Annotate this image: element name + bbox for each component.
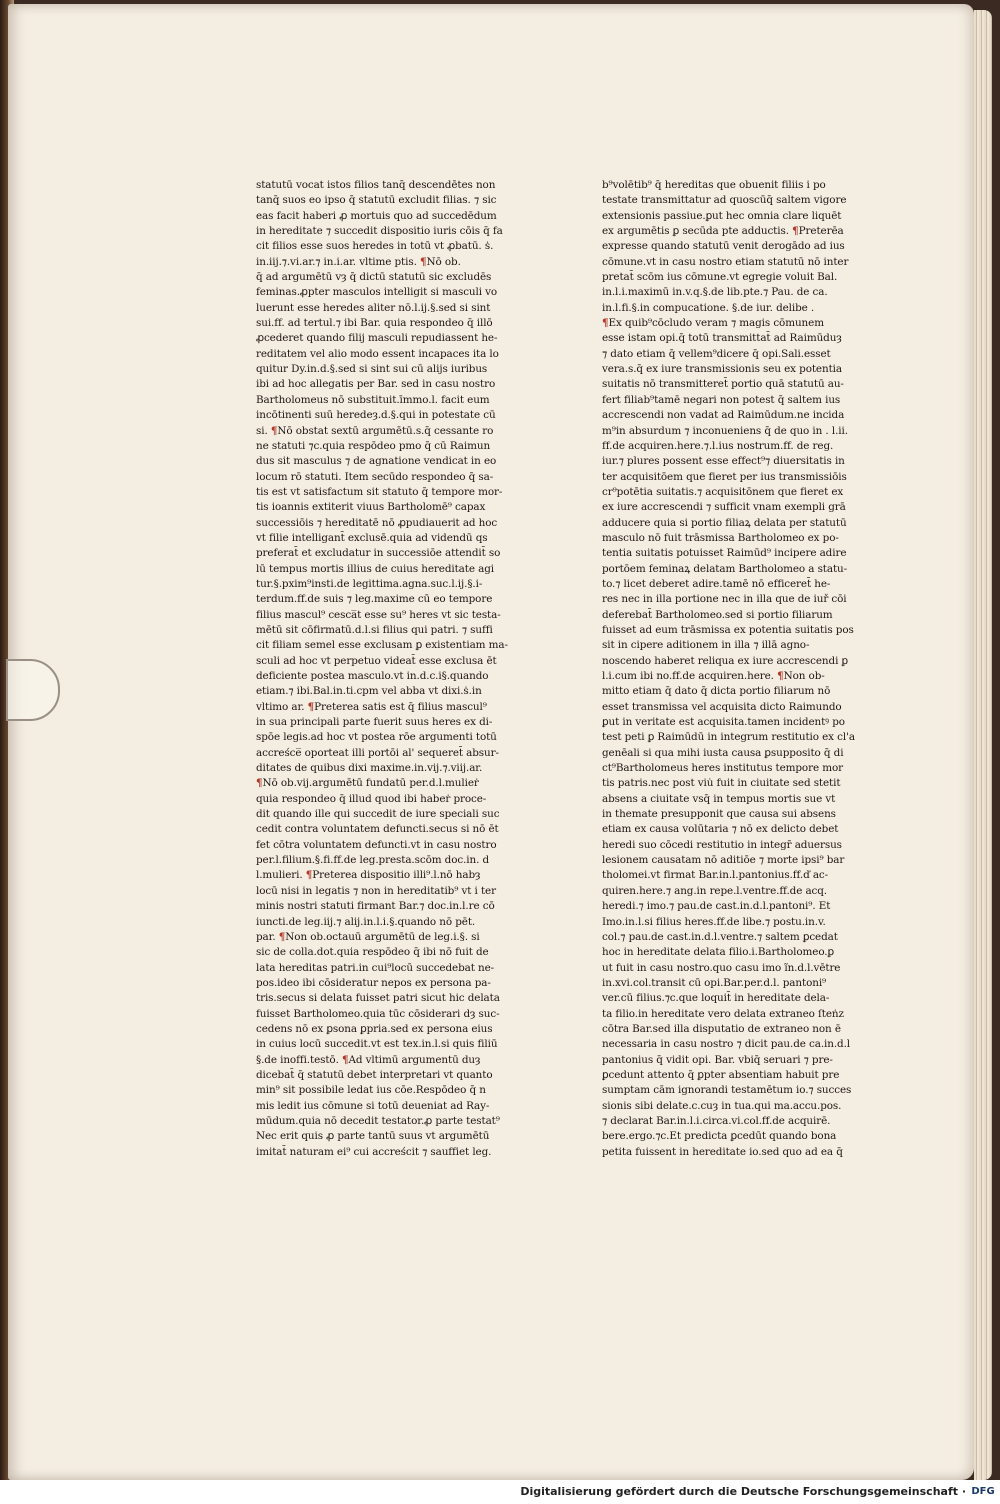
text-line: heredi.⁊ imo.⁊ pau.de cast.in.d.l.pantoni⁹. Et <box>602 900 831 913</box>
text-line: deficiente postea masculo.vt in.d.c.i§.quando <box>256 670 489 682</box>
text-line: terdum.ff.de suis ⁊ leg.maxime cū eo tempore <box>256 593 493 606</box>
text-line: dit quando ille qui succedit de iure speciali suc <box>256 808 500 821</box>
text-line: ta filio.in hereditate vero delata extraneo ſteṅz <box>602 1007 844 1020</box>
text-line: cedit contra voluntatem defuncti.secus si nō ēt <box>256 823 499 836</box>
text-line: preferat̄ et excludatur in successiōe attendit̄ so <box>256 547 501 560</box>
text-line: tris.secus si delata fuisset patri sicut hic delata <box>256 992 500 1005</box>
text-line: esse istam opi.q̄ totū transmittat̄ ad Raimūduȝ <box>602 332 842 345</box>
text-line: bere.ergo.⁊c.Et predicta ꝑcedūt quando bona <box>602 1130 837 1143</box>
text-line: l.i.cum ibi no.ff.de acquiren.here. ¶Non ob- <box>602 670 825 682</box>
text-line: quia respondeo q̄ illud quod ibi habeṙ proce- <box>256 792 487 805</box>
text-line: §.de inoffi.testō. ¶Ad vltimū argumentū duȝ <box>256 1053 481 1066</box>
text-line: tis ioannis extiterit viuus Bartholomē⁹ capax <box>256 501 486 514</box>
text-line: ver.cū filius.⁊c.que loquit̄ in hereditate dela- <box>602 992 830 1005</box>
text-line: in cuius locū succedit.vt est tex.in.l.si quis filiū <box>256 1038 498 1051</box>
text-line: tur.§.pxim⁹insti.de legittima.agna.suc.l.ij.§.i- <box>256 577 483 590</box>
text-line: cit filiam semel esse exclusam ꝑ existentiam ma- <box>256 639 508 652</box>
text-line: in.l.fi.§.in compucatione. §.de iur. delibe . <box>602 301 815 314</box>
text-line: ex argumētis ꝑ secūda pte adductis. ¶Preterēa <box>602 225 844 238</box>
text-line: test peti ꝑ Raimūdū in integrum restitutio ex cl'a <box>602 731 855 744</box>
text-line: sculi ad hoc vt perpetuo videat̄ esse exclusa ēt <box>256 654 497 667</box>
text-line: minis nostri statuti firmant Bar.⁊ doc.in.l.re cō <box>256 900 495 913</box>
text-line: in.iij.⁊.vi.ar.⁊ in.i.ar. vltime ptis. ¶Nō ob. <box>256 255 461 268</box>
text-line: noscendo haberet reliqua ex iure accrescendi ꝑ <box>602 654 848 667</box>
text-line: vera.s.q̄ ex iure transmissionis seu ex potentia <box>602 363 842 376</box>
text-line: cōmune.vt in casu nostro etiam statutū nō inter <box>602 255 849 268</box>
text-line: cedens nō ex ꝑsona ꝑpria.sed ex persona eius <box>256 1022 493 1035</box>
text-line: in themate presupponit que causa sui absens <box>602 808 836 821</box>
text-line: mūdum.quia nō decedit testator.ꝓ parte testat⁹ <box>256 1114 500 1127</box>
text-line: mētū sit cōfirmatū.d.l.si filius qui patri. ⁊ suffi <box>256 623 493 636</box>
text-line: ditates de quibus dixi maxime.in.vij.⁊.viij.ar. <box>256 762 483 775</box>
text-line: Nec erit quis ꝓ parte tantū suus vt argumētū <box>256 1130 490 1143</box>
text-line: locum rō statuti. Item secūdo respondeo q̄ sa- <box>256 470 494 483</box>
text-line: ⁊ declarat Bar.in.l.i.circa.vi.col.ff.de acquirē. <box>602 1114 831 1127</box>
text-line: si. ¶Nō obstat sextū argumētū.s.q̄ cessante ro <box>256 424 494 437</box>
text-line: per.l.filium.§.fi.ff.de leg.presta.scōm doc.in. d <box>256 854 490 867</box>
text-line: etiam ex causa volūtaria ⁊ nō ex delicto debet <box>602 823 839 836</box>
text-line: suitatis nō transmitteret̄ portio quā statutū au- <box>602 378 844 391</box>
text-line: successiōis ⁊ hereditatē nō ꝓpudiauerit ad hoc <box>256 516 498 529</box>
dfg-logo: DFG <box>971 1486 995 1497</box>
text-line: reditatem vel alio modo essent incapaces ita lo <box>256 347 499 360</box>
left-text-column <box>256 178 526 1160</box>
text-line: ⁊ dato etiam q̄ vellem⁹dicere q̄ opi.Sali.esset <box>602 347 831 360</box>
text-line: lū tempus mortis illius de cuius hereditate agi <box>256 562 494 575</box>
text-line: iuncti.de leg.iij.⁊ alij.in.l.i.§.quando nō pēt. <box>256 915 476 928</box>
text-line: pantonius q̄ vidit opi. Bar. vbiq̄ seruari ⁊ pre- <box>602 1053 833 1066</box>
text-line: tis est vt satisfactum sit statuto q̄ tempore mor- <box>256 485 503 498</box>
text-line: pretat̄ scōm ius cōmune.vt egregie voluit Bal. <box>602 271 838 284</box>
text-line: etiam.⁊ ibi.Bal.in.ti.cpm vel abba vt dixi.ṡ.in <box>256 685 482 698</box>
footer-credit: Digitalisierung gefördert durch die Deutsche Forschungsgemeinschaft · <box>520 1485 966 1498</box>
text-line: mis ledit ius cōmune si totū deueniat ad Ray- <box>256 1099 490 1112</box>
text-line: ibi ad hoc allegatis per Bar. sed in casu nostro <box>256 378 496 391</box>
text-line: portōem feminaꝝ delatam Bartholomeo a statu- <box>602 562 848 575</box>
footer-bar <box>0 1480 1000 1504</box>
text-line: ex iure accrescendi ⁊ sufficit vnam exempli grā <box>602 501 846 514</box>
text-line: iur.⁊ plures possent esse effect⁹⁊ diuersitatis in <box>602 455 845 468</box>
text-line: in sua principali parte fuerit suus heres ex di- <box>256 716 493 729</box>
text-line: absens a ciuitate vsq̄ in tempus mortis sue vt <box>602 792 836 805</box>
text-line: vltimo ar. ¶Preterea satis est q̄ filius mascul⁹ <box>256 700 487 713</box>
text-line: fuisset Bartholomeo.quia tūc cōsiderari dȝ suc- <box>256 1007 500 1020</box>
text-line: l.mulieri. ¶Preterea dispositio illi⁹.l.nō habȝ <box>256 869 481 882</box>
text-line: spōe legis.ad hoc vt postea rōe argumenti totū <box>256 731 497 744</box>
text-line: pos.ideo ibi cōsideratur nepos ex persona pa- <box>256 976 491 989</box>
text-line: mitto etiam q̄ dato q̄ dicta portio filiarum nō <box>602 685 831 698</box>
text-line: quitur Dy.in.d.§.sed si sint sui cū alijs iuribus <box>256 363 488 376</box>
text-line: m⁹in absurdum ⁊ inconueniens q̄ de quo in . l.ii. <box>602 424 848 437</box>
text-line: q̄ ad argumētū vȝ q̄ dictū statutū sic excludēs <box>256 271 492 284</box>
text-line: feminas.ꝓpter masculos intelligit si masculi vo <box>256 286 498 299</box>
text-line: locū nisi in legatis ⁊ non in hereditatib⁹ vt i ter <box>256 884 496 897</box>
text-line: sionis sibi delate.c.cuȝ in tua.qui ma.accu.pos. <box>602 1099 842 1112</box>
text-line: eas facit haberi ꝓ mortuis quo ad succedēdum <box>256 209 497 222</box>
text-line: to.⁊ licet deberet adire.tamē nō efficeret̄ he- <box>602 577 831 590</box>
text-line: tentia suitatis potuisset Raimūd⁹ incipere adire <box>602 547 847 560</box>
text-line: dicebat̄ q̄ statutū debet interpretari vt quanto <box>256 1068 493 1081</box>
text-line: ut fuit in casu nostro.quo casu imo ĩn.d.l.vētre <box>602 961 841 974</box>
text-line: res nec in illa portione nec in illa que de iuř cōi <box>602 593 847 606</box>
text-line: ꝑut in veritate est acquisita.tamen incidentꝰ po <box>602 716 845 729</box>
text-line: tanq̄ suos eo ipso q̄ statutū excludit filias. ⁊ sic <box>256 194 497 207</box>
text-line: quiren.here.⁊ ang.in repe.l.ventre.ff.de acq. <box>602 884 828 897</box>
text-line: dus sit masculus ⁊ de agnatione vendicat in eo <box>256 455 497 468</box>
text-line: genēali si qua mihi iusta causa ꝑsupposito q̄ di <box>602 746 844 759</box>
text-line: fet cōtra voluntatem defuncti.vt in casu nostro <box>256 838 497 851</box>
text-line: expresse quando statutū venit derogādo ad ius <box>602 240 845 253</box>
text-line: in.xvi.col.transit cū opi.Bar.per.d.l. pantoni⁹ <box>602 976 827 989</box>
text-line: fert filiab⁹tamē negari non potest q̄ saltem ius <box>602 393 841 406</box>
text-line: deferebat̄ Bartholomeo.sed si portio filiarum <box>602 608 833 621</box>
text-line: tis patris.nec post viu̇ fuit in ciuitate sed stetit <box>602 777 841 790</box>
text-line: statutū vocat istos filios tanq̄ descendētes non <box>256 179 496 191</box>
text-line: sumptam cām ignorandi testamētum io.⁊ succes <box>602 1084 852 1097</box>
text-line: Imo.in.l.si filius heres.ff.de libe.⁊ postu.in.v. <box>602 915 826 928</box>
text-line: adducere quia si portio filiaꝝ delata per statutū <box>602 516 847 529</box>
text-line: lata hereditas patri.in cui⁹locū succedebat ne- <box>256 961 495 974</box>
text-line: fuisset ad eum trāsmissa ex potentia suitatis pos <box>602 623 854 636</box>
text-line: hoc in hereditate delata filio.i.Bartholomeo.ꝑ <box>602 946 835 959</box>
text-line: ff.de acquiren.here.⁊.l.ius nostrum.ff. de reg. <box>602 439 834 452</box>
text-line: testate transmittatur ad quoscūq̄ saltem vigore <box>602 194 847 207</box>
text-line: accrescendi non vadat ad Raimūdum.ne incida <box>602 409 845 422</box>
text-line: min⁹ sit possibile ledat ius cōe.Respōdeo q̄ n <box>256 1084 486 1097</box>
text-line: ¶Nō ob.vij.argumētū fundatū per.d.l.mulieṙ <box>256 777 479 790</box>
text-line: par. ¶Non ob.octauū argumētū de leg.i.§. si <box>256 930 480 943</box>
text-line: vt filie intelligant̄ exclusē.quia ad videndū qs <box>256 531 488 544</box>
text-line: sic de colla.dot.quia respōdeo q̄ ibi nō fuit de <box>256 946 489 959</box>
text-line: in.l.i.maximū in.v.q.§.de lib.pte.⁊ Pau. de ca. <box>602 286 828 299</box>
text-line: sit in cipere aditionem in illa ⁊ illā agno- <box>602 639 810 652</box>
text-line: Bartholomeus nō substituit.īmmo.l. facit eum <box>256 393 490 406</box>
text-line: cit filios esse suos heredes in totū vt ꝓbatū. ṡ. <box>256 240 494 253</box>
text-line: sui.ff. ad tertul.⁊ ibi Bar. quia respondeo q̄ illō <box>256 317 493 330</box>
text-line: lesionem causatam nō aditiōe ⁊ morte ipsi⁹ bar <box>602 854 845 867</box>
text-line: petita fuissent in hereditate io.sed quo ad ea q̄ <box>602 1145 843 1158</box>
text-line: incōtinenti suū heredeȝ.d.§.qui in potestate cū <box>256 409 496 422</box>
text-line: b⁹volētib⁹ q̄ hereditas que obuenit filiis i po <box>602 179 826 191</box>
text-line: necessaria in casu nostro ⁊ dicit pau.de ca.in.d.l <box>602 1038 851 1051</box>
text-line: imitat̄ naturam ei⁹ cui accreścit ⁊ sauffiet leg. <box>256 1145 492 1158</box>
text-line: ct⁹Bartholomeus heres institutus tempore mor <box>602 762 843 775</box>
text-line: extensionis passiue.ꝑut hec omnia clare liquēt <box>602 209 842 222</box>
text-line: ¶Ex quib⁹cōcludo veram ⁊ magis cōmunem <box>602 317 824 330</box>
text-line: col.⁊ pau.de cast.in.d.l.ventre.⁊ saltem ꝑcedat <box>602 930 838 943</box>
text-line: ter acquisitōem que fieret per ius transmissiōis <box>602 470 847 483</box>
text-line: luerunt esse heredes aliter nō.l.ij.§.sed si sint <box>256 301 491 314</box>
text-line: tholomei.vt firmat Bar.in.l.pantonius.ff.ď ac- <box>602 869 829 882</box>
text-line: in hereditate ⁊ succedit dispositio iuris cōis q̄ fa <box>256 225 503 238</box>
text-line: filius mascul⁹ cesca̅t esse su⁹ heres vt sic testa- <box>256 608 501 621</box>
text-line: accreśce̅ oporteat illi portōi al' sequeret̄ absur- <box>256 746 499 759</box>
text-line: masculo nō fuit trāsmissa Bartholomeo ex po- <box>602 531 839 544</box>
text-line: ꝓcederet quando filij masculi repudiassent he- <box>256 332 498 345</box>
right-text-column <box>602 178 872 1160</box>
text-line: cr⁹potētia suitatis.⁊ acquisitōnem que fieret ex <box>602 485 844 498</box>
text-line: heredi suo cōcedi restitutio in integr̄ aduersus <box>602 838 842 851</box>
text-line: esset transmissa vel acquisita dicto Raimundo <box>602 700 842 713</box>
text-line: ne statuti ⁊c.quia respōdeo pmo q̄ cū Raimun <box>256 439 491 452</box>
text-line: cōtra Bar.sed illa disputatio de extraneo non ē <box>602 1022 841 1035</box>
bookmark-tab <box>6 659 60 721</box>
page-edges <box>974 10 992 1480</box>
text-line: ꝑcedunt attento q̄ ꝑpter absentiam habuit pre <box>602 1068 840 1081</box>
